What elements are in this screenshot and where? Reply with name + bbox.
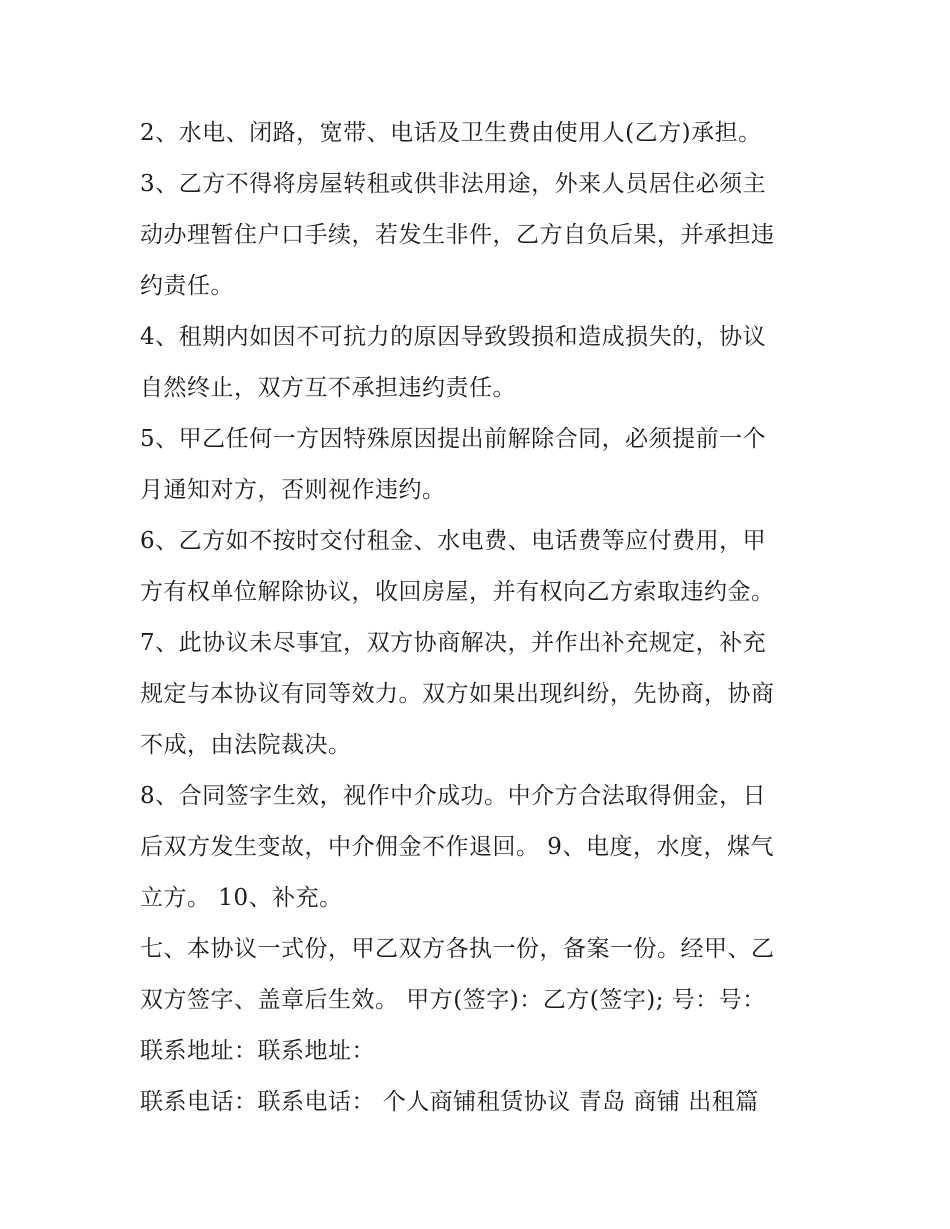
text-line: 联系电话：联系电话： 个人商铺租赁协议 青岛 商铺 出租篇 [140, 1089, 759, 1115]
text-line: 4、租期内如因不可抗力的原因导致毁损和造成损失的，协议 [140, 324, 767, 350]
text-line: 立方。 10、补充。 [140, 885, 343, 911]
text-line: 七、本协议一式份，甲乙双方各执一份，备案一份。经甲、乙 [140, 936, 775, 962]
text-line: 月通知对方，否则视作违约。 [140, 477, 446, 503]
text-line: 8、合同签字生效，视作中介成功。中介方合法取得佣金，日 [140, 783, 767, 809]
section-seven-signatures [140, 924, 820, 1077]
clause-2 [140, 108, 820, 159]
text-line: 双方签字、盖章后生效。 甲方(签字)：乙方(签字); 号：号： [140, 987, 766, 1013]
text-line: 7、此协议未尽事宜，双方协商解决，并作出补充规定，补充 [140, 630, 767, 656]
text-line: 方有权单位解除协议，收回房屋，并有权向乙方索取违约金。 [140, 579, 775, 605]
clause-5 [140, 414, 820, 516]
contact-phone-footer [140, 1077, 820, 1128]
text-line: 5、甲乙任何一方因特殊原因提出前解除合同，必须提前一个 [140, 426, 767, 452]
text-line: 规定与本协议有同等效力。双方如果出现纠纷，先协商，协商 [140, 681, 775, 707]
clause-4 [140, 312, 820, 414]
clause-7 [140, 618, 820, 771]
text-line: 自然终止，双方互不承担违约责任。 [140, 375, 516, 401]
text-line: 约责任。 [140, 273, 234, 299]
document-body [140, 108, 820, 1128]
text-line: 6、乙方如不按时交付租金、水电费、电话费等应付费用，甲 [140, 528, 767, 554]
text-line: 后双方发生变故，中介佣金不作退回。 9、电度，水度，煤气 [140, 834, 774, 860]
text-line: 动办理暂住户口手续，若发生非件，乙方自负后果，并承担违 [140, 222, 775, 248]
clause-3 [140, 159, 820, 312]
text-line: 3、乙方不得将房屋转租或供非法用途，外来人员居住必须主 [140, 171, 767, 197]
clause-8 [140, 771, 820, 924]
text-line: 联系地址：联系地址： [140, 1038, 375, 1064]
clause-6 [140, 516, 820, 618]
text-line: 2、水电、闭路，宽带、电话及卫生费由使用人(乙方)承担。 [140, 120, 762, 146]
text-line: 不成，由法院裁决。 [140, 732, 352, 758]
